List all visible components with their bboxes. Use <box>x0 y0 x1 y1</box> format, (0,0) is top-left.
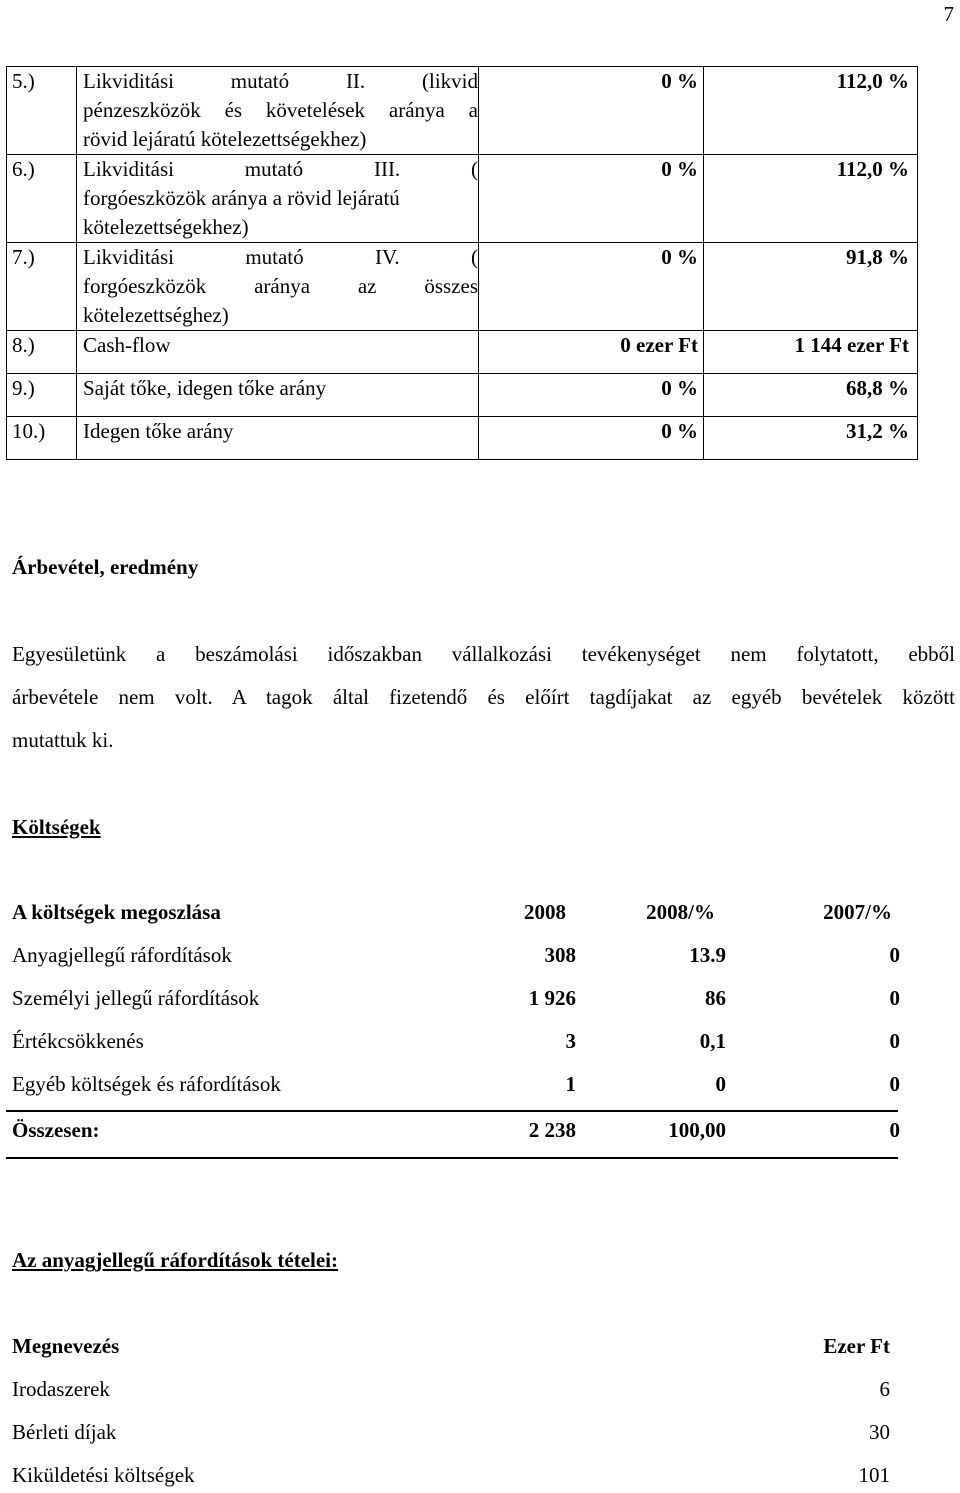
label-line: Likviditási mutató III. ( <box>83 157 478 181</box>
material-table-header <box>12 1334 890 1364</box>
row-number: 7.) <box>7 243 77 331</box>
revenue-heading: Árbevétel, eredmény <box>12 555 199 579</box>
row-label: Idegen tőke arány <box>77 417 479 460</box>
material-row <box>12 1463 890 1493</box>
table-row <box>7 374 918 417</box>
total-divider-bottom <box>6 1157 898 1159</box>
row-number: 10.) <box>7 417 77 460</box>
material-value: 30 <box>869 1420 890 1444</box>
total-2008-percent: 100,00 <box>668 1118 726 1142</box>
cost-total-row <box>12 1118 900 1148</box>
cost-2007-percent: 0 <box>889 1029 900 1053</box>
cost-table-header <box>12 900 892 930</box>
paragraph-line: Egyesületünk a beszámolási időszakban vállalkozási tevékenységet nem folytatott, ebből <box>12 642 955 666</box>
revenue-paragraph <box>12 633 955 762</box>
table-row <box>7 331 918 374</box>
value-2008: 1 144 ezer Ft <box>704 331 918 374</box>
cost-2008-percent: 0,1 <box>699 1029 726 1053</box>
cost-label: Egyéb költségek és ráfordítások <box>12 1072 281 1096</box>
value-2007: 0 % <box>479 243 704 331</box>
cost-2008-percent: 0 <box>715 1072 726 1096</box>
cost-2008: 3 <box>565 1029 576 1053</box>
cost-label: Anyagjellegű ráfordítások <box>12 943 232 967</box>
table-row <box>7 243 918 331</box>
material-label: Irodaszerek <box>12 1377 110 1401</box>
page-number: 7 <box>943 2 954 26</box>
material-label: Bérleti díjak <box>12 1420 117 1444</box>
header-2007-percent: 2007/% <box>823 900 892 924</box>
row-number: 8.) <box>7 331 77 374</box>
label-line: Likviditási mutató IV. ( <box>83 245 478 269</box>
cost-label: Személyi jellegű ráfordítások <box>12 986 260 1010</box>
material-label: Kiküldetési költségek <box>12 1463 195 1487</box>
material-heading: Az anyagjellegű ráfordítások tételei: <box>12 1248 339 1272</box>
value-2007: 0 % <box>479 417 704 460</box>
value-2008: 91,8 % <box>704 243 918 331</box>
value-2008: 112,0 % <box>704 67 918 155</box>
table-row <box>7 417 918 460</box>
row-label: Cash-flow <box>77 331 479 374</box>
row-label <box>77 243 479 331</box>
label-line: Likviditási mutató II. (likvid <box>83 69 478 93</box>
total-label: Összesen: <box>12 1118 100 1142</box>
material-row <box>12 1377 890 1407</box>
value-2007: 0 % <box>479 67 704 155</box>
cost-row <box>12 1029 900 1059</box>
label-line: pénzeszközök és követelések aránya a <box>83 98 478 122</box>
cost-row <box>12 943 900 973</box>
cost-2008-percent: 86 <box>705 986 726 1010</box>
cost-2008: 308 <box>544 943 576 967</box>
material-value: 6 <box>879 1377 890 1401</box>
table-row <box>7 155 918 243</box>
row-number: 5.) <box>7 67 77 155</box>
value-2007: 0 % <box>479 374 704 417</box>
cost-label: Értékcsökkenés <box>12 1029 144 1053</box>
header-label: A költségek megoszlása <box>12 900 221 924</box>
cost-row <box>12 1072 900 1102</box>
material-value: 101 <box>858 1463 890 1487</box>
cost-row <box>12 986 900 1016</box>
header-name: Megnevezés <box>12 1334 120 1358</box>
row-number: 6.) <box>7 155 77 243</box>
total-divider-top <box>6 1110 898 1112</box>
header-2008-percent: 2008/% <box>646 900 715 924</box>
label-line: rövid lejáratú kötelezettségekhez) <box>83 127 367 151</box>
total-2008: 2 238 <box>528 1118 576 1142</box>
value-2007: 0 % <box>479 155 704 243</box>
cost-2008: 1 926 <box>528 986 576 1010</box>
cost-2008-percent: 13.9 <box>689 943 726 967</box>
cost-2007-percent: 0 <box>889 986 900 1010</box>
header-2008: 2008 <box>524 900 566 924</box>
label-line: forgóeszközök aránya az összes <box>83 274 478 298</box>
costs-heading: Költségek <box>12 815 101 839</box>
row-number: 9.) <box>7 374 77 417</box>
paragraph-line: mutattuk ki. <box>12 728 114 752</box>
row-label: Saját tőke, idegen tőke arány <box>77 374 479 417</box>
value-2007: 0 ezer Ft <box>479 331 704 374</box>
label-line: kötelezettséghez) <box>83 303 229 327</box>
label-line: forgóeszközök aránya a rövid lejáratú <box>83 186 400 210</box>
total-2007-percent: 0 <box>889 1118 900 1142</box>
cost-2007-percent: 0 <box>889 1072 900 1096</box>
liquidity-ratio-table <box>6 66 918 460</box>
value-2008: 68,8 % <box>704 374 918 417</box>
label-line: kötelezettségekhez) <box>83 215 249 239</box>
material-row <box>12 1420 890 1450</box>
paragraph-line: árbevétele nem volt. A tagok által fizetendő és előírt tagdíjakat az egyéb bevételek között <box>12 685 955 709</box>
cost-2008: 1 <box>565 1072 576 1096</box>
cost-2007-percent: 0 <box>889 943 900 967</box>
table-row <box>7 67 918 155</box>
header-value: Ezer Ft <box>823 1334 890 1358</box>
row-label <box>77 155 479 243</box>
row-label <box>77 67 479 155</box>
value-2008: 31,2 % <box>704 417 918 460</box>
value-2008: 112,0 % <box>704 155 918 243</box>
